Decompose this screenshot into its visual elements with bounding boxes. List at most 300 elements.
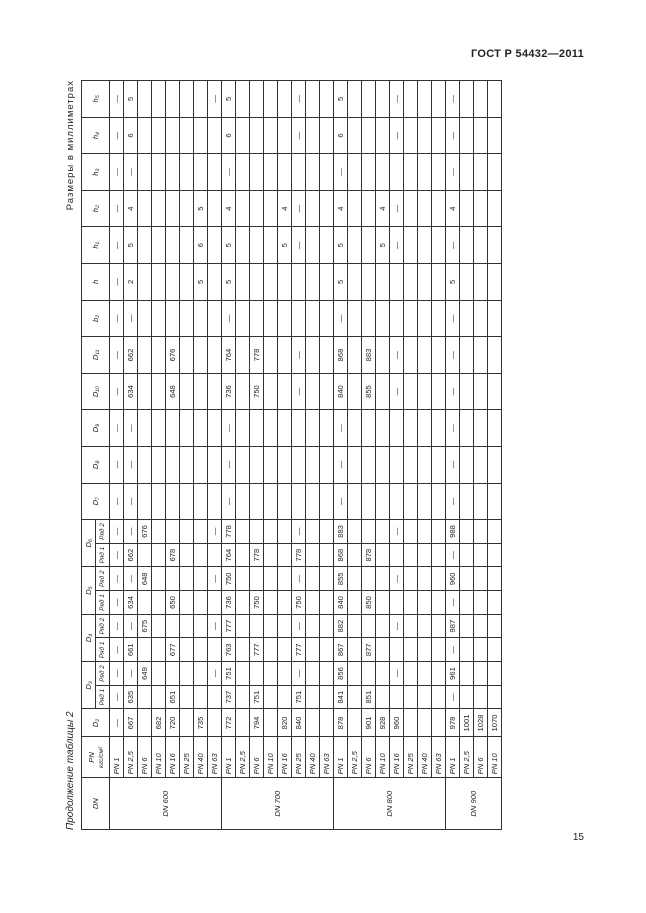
col-d2: D₂ bbox=[82, 709, 110, 737]
value-cell: — bbox=[446, 117, 460, 154]
value-cell bbox=[460, 685, 474, 709]
value-cell bbox=[138, 373, 152, 410]
value-cell bbox=[488, 638, 502, 662]
value-cell bbox=[180, 337, 194, 374]
value-cell: — bbox=[292, 567, 306, 591]
value-cell bbox=[278, 337, 292, 374]
value-cell bbox=[362, 81, 376, 118]
value-cell bbox=[376, 154, 390, 191]
value-cell: 1001 bbox=[460, 709, 474, 737]
value-cell bbox=[194, 662, 208, 686]
value-cell bbox=[264, 117, 278, 154]
value-cell: — bbox=[446, 154, 460, 191]
value-cell bbox=[194, 685, 208, 709]
value-cell bbox=[418, 373, 432, 410]
pn-cell: PN 40 bbox=[306, 737, 320, 778]
value-cell bbox=[194, 638, 208, 662]
value-cell bbox=[306, 373, 320, 410]
value-cell bbox=[264, 373, 278, 410]
value-cell bbox=[474, 154, 488, 191]
value-cell bbox=[138, 685, 152, 709]
value-cell bbox=[418, 483, 432, 520]
value-cell bbox=[474, 446, 488, 483]
value-cell bbox=[488, 227, 502, 264]
value-cell bbox=[152, 300, 166, 337]
value-cell bbox=[278, 662, 292, 686]
value-cell: 840 bbox=[334, 373, 348, 410]
value-cell: — bbox=[446, 591, 460, 615]
value-cell: 868 bbox=[334, 337, 348, 374]
value-cell bbox=[404, 154, 418, 191]
value-cell bbox=[320, 638, 334, 662]
value-cell: — bbox=[334, 483, 348, 520]
dn-cell: DN 700 bbox=[222, 778, 334, 830]
value-cell: 751 bbox=[292, 685, 306, 709]
value-cell: 855 bbox=[334, 567, 348, 591]
value-cell: 5 bbox=[222, 81, 236, 118]
value-cell bbox=[432, 227, 446, 264]
value-cell: — bbox=[292, 662, 306, 686]
value-cell bbox=[236, 446, 250, 483]
value-cell bbox=[404, 337, 418, 374]
value-cell: — bbox=[446, 638, 460, 662]
value-cell bbox=[306, 227, 320, 264]
value-cell: — bbox=[390, 81, 404, 118]
value-cell bbox=[264, 638, 278, 662]
value-cell bbox=[362, 154, 376, 191]
value-cell: 5 bbox=[222, 227, 236, 264]
table-row bbox=[110, 81, 124, 830]
value-cell bbox=[418, 446, 432, 483]
value-cell bbox=[236, 543, 250, 567]
value-cell bbox=[362, 614, 376, 638]
value-cell bbox=[474, 662, 488, 686]
value-cell: — bbox=[334, 446, 348, 483]
value-cell bbox=[376, 117, 390, 154]
pn-cell: PN 10 bbox=[264, 737, 278, 778]
value-cell: — bbox=[446, 337, 460, 374]
table-row bbox=[166, 81, 180, 830]
value-cell: — bbox=[110, 227, 124, 264]
value-cell: 677 bbox=[166, 638, 180, 662]
col-h2: h₂ bbox=[82, 190, 110, 227]
value-cell bbox=[180, 543, 194, 567]
value-cell bbox=[306, 638, 320, 662]
value-cell bbox=[320, 543, 334, 567]
value-cell: — bbox=[222, 446, 236, 483]
value-cell bbox=[194, 337, 208, 374]
value-cell bbox=[278, 520, 292, 544]
pn-cell: PN 63 bbox=[432, 737, 446, 778]
pn-cell: PN 16 bbox=[166, 737, 180, 778]
value-cell bbox=[390, 483, 404, 520]
value-cell bbox=[390, 300, 404, 337]
value-cell bbox=[292, 264, 306, 301]
value-cell: 678 bbox=[166, 543, 180, 567]
value-cell bbox=[194, 410, 208, 447]
value-cell: 5 bbox=[278, 227, 292, 264]
col-h1: h₁ bbox=[82, 227, 110, 264]
value-cell bbox=[152, 190, 166, 227]
value-cell bbox=[320, 446, 334, 483]
value-cell: 4 bbox=[124, 190, 138, 227]
value-cell bbox=[432, 709, 446, 737]
value-cell: 772 bbox=[222, 709, 236, 737]
value-cell bbox=[320, 567, 334, 591]
value-cell: 661 bbox=[124, 638, 138, 662]
value-cell bbox=[488, 591, 502, 615]
value-cell bbox=[208, 264, 222, 301]
pn-cell: PN 16 bbox=[278, 737, 292, 778]
value-cell: — bbox=[446, 446, 460, 483]
value-cell: — bbox=[292, 614, 306, 638]
value-cell: — bbox=[110, 662, 124, 686]
value-cell bbox=[208, 337, 222, 374]
value-cell bbox=[138, 81, 152, 118]
value-cell bbox=[278, 373, 292, 410]
value-cell bbox=[404, 483, 418, 520]
table-row bbox=[222, 81, 236, 830]
value-cell: 840 bbox=[292, 709, 306, 737]
value-cell bbox=[180, 300, 194, 337]
value-cell bbox=[432, 190, 446, 227]
value-cell bbox=[180, 154, 194, 191]
col-d10: D₁₀ bbox=[82, 373, 110, 410]
value-cell: 5 bbox=[124, 81, 138, 118]
value-cell bbox=[194, 520, 208, 544]
value-cell bbox=[376, 662, 390, 686]
pn-cell: PN 1 bbox=[222, 737, 236, 778]
table-row bbox=[124, 81, 138, 830]
dn-cell: DN 600 bbox=[110, 778, 222, 830]
value-cell bbox=[278, 483, 292, 520]
value-cell bbox=[138, 190, 152, 227]
table-row bbox=[418, 81, 432, 830]
value-cell bbox=[418, 662, 432, 686]
value-cell bbox=[194, 300, 208, 337]
value-cell bbox=[152, 614, 166, 638]
value-cell bbox=[236, 300, 250, 337]
value-cell bbox=[418, 543, 432, 567]
value-cell bbox=[488, 614, 502, 638]
value-cell bbox=[166, 446, 180, 483]
value-cell bbox=[208, 410, 222, 447]
col-d9: D₉ bbox=[82, 410, 110, 447]
value-cell bbox=[306, 264, 320, 301]
value-cell bbox=[236, 373, 250, 410]
value-cell bbox=[264, 685, 278, 709]
value-cell bbox=[390, 264, 404, 301]
value-cell: — bbox=[124, 154, 138, 191]
pn-cell: PN 6 bbox=[474, 737, 488, 778]
value-cell bbox=[180, 373, 194, 410]
value-cell bbox=[152, 543, 166, 567]
value-cell bbox=[236, 190, 250, 227]
value-cell: 960 bbox=[446, 567, 460, 591]
value-cell bbox=[180, 190, 194, 227]
value-cell bbox=[306, 520, 320, 544]
value-cell bbox=[488, 543, 502, 567]
value-cell bbox=[236, 567, 250, 591]
value-cell bbox=[166, 410, 180, 447]
value-cell bbox=[418, 410, 432, 447]
value-cell bbox=[362, 117, 376, 154]
value-cell: — bbox=[446, 685, 460, 709]
value-cell bbox=[460, 190, 474, 227]
value-cell bbox=[432, 685, 446, 709]
value-cell: — bbox=[390, 520, 404, 544]
value-cell: — bbox=[446, 410, 460, 447]
value-cell bbox=[474, 614, 488, 638]
value-cell bbox=[376, 591, 390, 615]
value-cell bbox=[138, 446, 152, 483]
pn-cell: PN 10 bbox=[376, 737, 390, 778]
value-cell bbox=[474, 483, 488, 520]
value-cell bbox=[320, 483, 334, 520]
value-cell: — bbox=[390, 567, 404, 591]
value-cell bbox=[460, 154, 474, 191]
value-cell bbox=[278, 300, 292, 337]
value-cell bbox=[404, 373, 418, 410]
flange-dimensions-table bbox=[81, 80, 502, 830]
table-row bbox=[460, 81, 474, 830]
value-cell bbox=[138, 300, 152, 337]
value-cell: 751 bbox=[250, 685, 264, 709]
value-cell bbox=[488, 685, 502, 709]
value-cell bbox=[208, 446, 222, 483]
value-cell bbox=[236, 227, 250, 264]
value-cell bbox=[152, 117, 166, 154]
value-cell: 987 bbox=[446, 614, 460, 638]
value-cell: — bbox=[222, 300, 236, 337]
value-cell bbox=[488, 264, 502, 301]
value-cell bbox=[418, 117, 432, 154]
value-cell bbox=[362, 264, 376, 301]
value-cell: — bbox=[110, 567, 124, 591]
value-cell bbox=[180, 446, 194, 483]
value-cell bbox=[208, 117, 222, 154]
value-cell bbox=[138, 337, 152, 374]
value-cell bbox=[208, 227, 222, 264]
value-cell bbox=[306, 709, 320, 737]
col-d11: D₁₁ bbox=[82, 337, 110, 374]
value-cell: 855 bbox=[362, 373, 376, 410]
value-cell: — bbox=[124, 614, 138, 638]
value-cell: 634 bbox=[124, 591, 138, 615]
value-cell bbox=[264, 709, 278, 737]
value-cell: 778 bbox=[222, 520, 236, 544]
value-cell bbox=[488, 154, 502, 191]
value-cell bbox=[390, 543, 404, 567]
table-row bbox=[320, 81, 334, 830]
value-cell bbox=[432, 337, 446, 374]
value-cell bbox=[488, 373, 502, 410]
value-cell: 648 bbox=[166, 373, 180, 410]
value-cell bbox=[236, 264, 250, 301]
col-pn-unit: кгс/см² bbox=[97, 746, 105, 768]
value-cell bbox=[236, 337, 250, 374]
value-cell bbox=[166, 300, 180, 337]
value-cell bbox=[404, 446, 418, 483]
value-cell bbox=[208, 591, 222, 615]
value-cell: — bbox=[110, 373, 124, 410]
value-cell: 820 bbox=[278, 709, 292, 737]
value-cell bbox=[488, 81, 502, 118]
value-cell bbox=[460, 567, 474, 591]
pn-cell: PN 2,5 bbox=[124, 737, 138, 778]
col-h3: h₃ bbox=[82, 154, 110, 191]
value-cell: 883 bbox=[362, 337, 376, 374]
value-cell bbox=[320, 227, 334, 264]
value-cell: 5 bbox=[124, 227, 138, 264]
value-cell bbox=[432, 117, 446, 154]
value-cell bbox=[348, 117, 362, 154]
value-cell: — bbox=[208, 614, 222, 638]
value-cell: 5 bbox=[222, 264, 236, 301]
value-cell: — bbox=[222, 154, 236, 191]
standard-header: ГОСТ Р 54432—2011 bbox=[470, 48, 584, 60]
value-cell: 736 bbox=[222, 373, 236, 410]
col-d3-row2: Ряд 2 bbox=[96, 662, 110, 686]
table-row bbox=[152, 81, 166, 830]
value-cell bbox=[180, 117, 194, 154]
value-cell bbox=[474, 337, 488, 374]
value-cell: 750 bbox=[250, 591, 264, 615]
value-cell bbox=[460, 410, 474, 447]
value-cell bbox=[432, 543, 446, 567]
value-cell bbox=[460, 483, 474, 520]
pn-cell: PN 1 bbox=[110, 737, 124, 778]
value-cell: 877 bbox=[362, 638, 376, 662]
value-cell bbox=[320, 190, 334, 227]
value-cell bbox=[488, 520, 502, 544]
value-cell: 5 bbox=[194, 190, 208, 227]
value-cell bbox=[376, 410, 390, 447]
value-cell bbox=[306, 543, 320, 567]
pn-cell: PN 6 bbox=[250, 737, 264, 778]
value-cell bbox=[166, 483, 180, 520]
value-cell: — bbox=[292, 81, 306, 118]
value-cell: 650 bbox=[166, 591, 180, 615]
value-cell: 5 bbox=[446, 264, 460, 301]
value-cell bbox=[250, 300, 264, 337]
value-cell: — bbox=[390, 227, 404, 264]
value-cell: 667 bbox=[124, 709, 138, 737]
col-d3-row1: Ряд 1 bbox=[96, 685, 110, 709]
value-cell: — bbox=[110, 591, 124, 615]
value-cell bbox=[488, 190, 502, 227]
value-cell bbox=[474, 567, 488, 591]
value-cell bbox=[488, 567, 502, 591]
value-cell bbox=[460, 337, 474, 374]
value-cell: — bbox=[334, 300, 348, 337]
value-cell bbox=[166, 264, 180, 301]
value-cell bbox=[418, 638, 432, 662]
value-cell bbox=[152, 154, 166, 191]
value-cell: 868 bbox=[334, 543, 348, 567]
value-cell: 763 bbox=[222, 638, 236, 662]
value-cell bbox=[264, 591, 278, 615]
table-row bbox=[278, 81, 292, 830]
value-cell bbox=[208, 483, 222, 520]
value-cell bbox=[194, 567, 208, 591]
value-cell bbox=[264, 154, 278, 191]
table-row bbox=[306, 81, 320, 830]
value-cell bbox=[432, 638, 446, 662]
value-cell: 883 bbox=[334, 520, 348, 544]
col-d5-row1: Ряд 1 bbox=[96, 591, 110, 615]
value-cell bbox=[236, 614, 250, 638]
value-cell bbox=[236, 709, 250, 737]
value-cell bbox=[152, 337, 166, 374]
value-cell: 4 bbox=[222, 190, 236, 227]
value-cell bbox=[292, 446, 306, 483]
units-note: Размеры в миллиметрах bbox=[65, 80, 76, 211]
value-cell bbox=[138, 117, 152, 154]
value-cell bbox=[320, 337, 334, 374]
pn-cell: PN 6 bbox=[138, 737, 152, 778]
value-cell bbox=[306, 337, 320, 374]
value-cell bbox=[236, 81, 250, 118]
col-d6-row1: Ряд 1 bbox=[96, 543, 110, 567]
value-cell bbox=[264, 190, 278, 227]
value-cell bbox=[208, 154, 222, 191]
table-row bbox=[376, 81, 390, 830]
value-cell bbox=[390, 685, 404, 709]
value-cell bbox=[180, 614, 194, 638]
value-cell bbox=[376, 685, 390, 709]
value-cell bbox=[460, 662, 474, 686]
value-cell bbox=[432, 662, 446, 686]
value-cell bbox=[306, 685, 320, 709]
value-cell bbox=[474, 300, 488, 337]
value-cell: 6 bbox=[194, 227, 208, 264]
value-cell: 750 bbox=[250, 373, 264, 410]
value-cell bbox=[152, 638, 166, 662]
col-pn bbox=[82, 737, 110, 778]
value-cell bbox=[432, 483, 446, 520]
value-cell bbox=[208, 373, 222, 410]
value-cell bbox=[194, 117, 208, 154]
value-cell bbox=[474, 410, 488, 447]
value-cell bbox=[264, 337, 278, 374]
value-cell bbox=[418, 709, 432, 737]
value-cell bbox=[306, 591, 320, 615]
value-cell bbox=[250, 264, 264, 301]
value-cell: — bbox=[110, 446, 124, 483]
value-cell: 961 bbox=[446, 662, 460, 686]
pn-cell: PN 16 bbox=[390, 737, 404, 778]
value-cell: — bbox=[222, 483, 236, 520]
value-cell bbox=[320, 300, 334, 337]
value-cell bbox=[348, 591, 362, 615]
value-cell bbox=[460, 591, 474, 615]
value-cell: 764 bbox=[222, 543, 236, 567]
value-cell bbox=[376, 543, 390, 567]
value-cell bbox=[348, 190, 362, 227]
value-cell: — bbox=[124, 662, 138, 686]
value-cell bbox=[236, 410, 250, 447]
value-cell bbox=[208, 190, 222, 227]
value-cell bbox=[432, 373, 446, 410]
value-cell bbox=[152, 410, 166, 447]
dn-cell: DN 800 bbox=[334, 778, 446, 830]
value-cell bbox=[320, 117, 334, 154]
table-row bbox=[362, 81, 376, 830]
value-cell bbox=[208, 543, 222, 567]
value-cell: 634 bbox=[124, 373, 138, 410]
value-cell bbox=[418, 567, 432, 591]
